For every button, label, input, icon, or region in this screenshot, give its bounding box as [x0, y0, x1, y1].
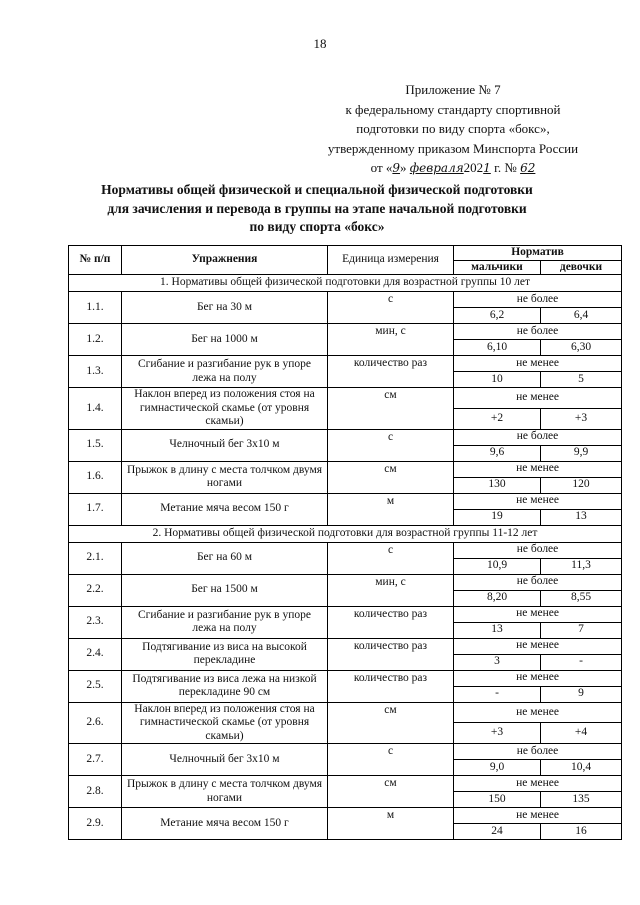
- section-row: [69, 525, 622, 542]
- date-year-digit: 1: [483, 161, 491, 175]
- girls-value: +4: [541, 723, 622, 744]
- appendix-line-4: утвержденному приказом Минспорта России: [327, 140, 579, 156]
- girls-value: 135: [541, 792, 622, 808]
- unit-of-measure: м: [328, 808, 454, 840]
- table-row: [69, 808, 622, 824]
- boys-value: 6,2: [454, 308, 541, 324]
- boys-value: +2: [454, 408, 541, 429]
- unit-of-measure: см: [328, 702, 454, 744]
- row-number: 1.1.: [69, 292, 122, 324]
- unit-of-measure: количество раз: [328, 638, 454, 670]
- boys-value: 130: [454, 477, 541, 493]
- row-number: 2.6.: [69, 702, 122, 744]
- girls-value: 13: [541, 509, 622, 525]
- boys-value: 13: [454, 622, 541, 638]
- norm-condition: не менее: [454, 356, 622, 372]
- appendix-line-3: подготовки по виду спорта «бокс»,: [356, 121, 550, 136]
- appendix-title: Приложение № 7: [405, 82, 501, 97]
- header-norm: Норматив: [454, 246, 622, 261]
- table-row: [69, 429, 622, 445]
- date-day: 9: [392, 161, 401, 175]
- girls-value: 8,55: [541, 590, 622, 606]
- unit-of-measure: см: [328, 461, 454, 493]
- exercise-name: Бег на 1000 м: [122, 324, 328, 356]
- order-number: 62: [520, 161, 536, 175]
- row-number: 1.4.: [69, 388, 122, 430]
- boys-value: 24: [454, 824, 541, 840]
- order-number-prefix: г. №: [494, 160, 517, 175]
- title-line-2: для зачисления и перевода в группы на этапе начальной подготовки: [107, 200, 527, 216]
- norm-condition: не менее: [454, 702, 622, 723]
- boys-value: 150: [454, 792, 541, 808]
- row-number: 2.8.: [69, 776, 122, 808]
- exercise-name: Наклон вперед из положения стоя на гимнастической скамье (от уровня скамьи): [122, 702, 328, 744]
- norm-condition: не менее: [454, 388, 622, 409]
- exercise-name: Челночный бег 3х10 м: [122, 744, 328, 776]
- norm-condition: не менее: [454, 670, 622, 686]
- table-row: [69, 702, 622, 723]
- boys-value: 10,9: [454, 558, 541, 574]
- page-number: 18: [313, 36, 327, 51]
- date-separator: »: [400, 160, 407, 175]
- boys-value: 6,10: [454, 340, 541, 356]
- boys-value: 9,6: [454, 445, 541, 461]
- table-row: [69, 670, 622, 686]
- exercise-name: Прыжок в длину с места толчком двумя ногами: [122, 776, 328, 808]
- exercise-name: Челночный бег 3х10 м: [122, 429, 328, 461]
- row-number: 2.4.: [69, 638, 122, 670]
- girls-value: 7: [541, 622, 622, 638]
- exercise-name: Метание мяча весом 150 г: [122, 493, 328, 525]
- table-row: [69, 606, 622, 622]
- section-title: 2. Нормативы общей физической подготовки для возрастной группы 11-12 лет: [69, 525, 622, 542]
- boys-value: 3: [454, 654, 541, 670]
- norm-condition: не более: [454, 574, 622, 590]
- exercise-name: Подтягивание из виса на высокой перекладине: [122, 638, 328, 670]
- row-number: 1.3.: [69, 356, 122, 388]
- norm-condition: не менее: [454, 606, 622, 622]
- table-row: [69, 461, 622, 477]
- date-prefix: от «: [370, 160, 393, 175]
- row-number: 1.7.: [69, 493, 122, 525]
- unit-of-measure: с: [328, 744, 454, 776]
- boys-value: +3: [454, 723, 541, 744]
- norm-condition: не менее: [454, 461, 622, 477]
- header-num: № п/п: [69, 246, 122, 275]
- row-number: 2.3.: [69, 606, 122, 638]
- title-line-3: по виду спорта «бокс»: [249, 219, 385, 234]
- row-number: 2.5.: [69, 670, 122, 702]
- exercise-name: Бег на 30 м: [122, 292, 328, 324]
- document-title: [92, 181, 542, 237]
- unit-of-measure: м: [328, 493, 454, 525]
- girls-value: 6,4: [541, 308, 622, 324]
- girls-value: -: [541, 654, 622, 670]
- table-row: [69, 638, 622, 654]
- table-row: [69, 542, 622, 558]
- unit-of-measure: мин, с: [328, 324, 454, 356]
- norm-condition: не более: [454, 429, 622, 445]
- appendix-header: [288, 80, 618, 179]
- girls-value: 6,30: [541, 340, 622, 356]
- girls-value: +3: [541, 408, 622, 429]
- row-number: 2.2.: [69, 574, 122, 606]
- table-row: [69, 574, 622, 590]
- norm-condition: не менее: [454, 638, 622, 654]
- norm-condition: не более: [454, 542, 622, 558]
- boys-value: 9,0: [454, 760, 541, 776]
- exercise-name: Бег на 1500 м: [122, 574, 328, 606]
- norm-condition: не более: [454, 324, 622, 340]
- exercise-name: Сгибание и разгибание рук в упоре лежа на полу: [122, 606, 328, 638]
- header-girls: девочки: [541, 260, 622, 275]
- girls-value: 10,4: [541, 760, 622, 776]
- unit-of-measure: количество раз: [328, 606, 454, 638]
- unit-of-measure: мин, с: [328, 574, 454, 606]
- norm-condition: не более: [454, 744, 622, 760]
- girls-value: 16: [541, 824, 622, 840]
- unit-of-measure: с: [328, 292, 454, 324]
- unit-of-measure: см: [328, 388, 454, 430]
- unit-of-measure: с: [328, 542, 454, 574]
- table-row: [69, 292, 622, 308]
- section-title: 1. Нормативы общей физической подготовки для возрастной группы 10 лет: [69, 275, 622, 292]
- title-line-1: Нормативы общей физической и специальной физической подготовки: [101, 182, 533, 197]
- norm-condition: не более: [454, 292, 622, 308]
- table-row: [69, 744, 622, 760]
- table-row: [69, 776, 622, 792]
- girls-value: 120: [541, 477, 622, 493]
- boys-value: 19: [454, 509, 541, 525]
- table-row: [69, 356, 622, 372]
- header-boys: мальчики: [454, 260, 541, 275]
- table-row: [69, 493, 622, 509]
- exercise-name: Прыжок в длину с места толчком двумя ногами: [122, 461, 328, 493]
- norm-condition: не менее: [454, 493, 622, 509]
- unit-of-measure: см: [328, 776, 454, 808]
- date-month: февраля: [409, 161, 464, 175]
- appendix-line-2: к федеральному стандарту спортивной: [345, 101, 561, 117]
- boys-value: -: [454, 686, 541, 702]
- row-number: 1.6.: [69, 461, 122, 493]
- table-row: [69, 324, 622, 340]
- row-number: 2.1.: [69, 542, 122, 574]
- header-unit: Единица измерения: [328, 246, 454, 275]
- girls-value: 5: [541, 372, 622, 388]
- norm-condition: не менее: [454, 776, 622, 792]
- appendix-date-line: [288, 158, 618, 179]
- header-exercise: Упражнения: [122, 246, 328, 275]
- boys-value: 10: [454, 372, 541, 388]
- exercise-name: Бег на 60 м: [122, 542, 328, 574]
- norm-condition: не менее: [454, 808, 622, 824]
- unit-of-measure: количество раз: [328, 356, 454, 388]
- girls-value: 9,9: [541, 445, 622, 461]
- boys-value: 8,20: [454, 590, 541, 606]
- exercise-name: Сгибание и разгибание рук в упоре лежа на полу: [122, 356, 328, 388]
- exercise-name: Подтягивание из виса лежа на низкой перекладине 90 см: [122, 670, 328, 702]
- exercise-name: Метание мяча весом 150 г: [122, 808, 328, 840]
- girls-value: 11,3: [541, 558, 622, 574]
- row-number: 2.7.: [69, 744, 122, 776]
- row-number: 2.9.: [69, 808, 122, 840]
- row-number: 1.5.: [69, 429, 122, 461]
- exercise-name: Наклон вперед из положения стоя на гимнастической скамье (от уровня скамьи): [122, 388, 328, 430]
- unit-of-measure: с: [328, 429, 454, 461]
- date-year-prefix: 202: [463, 160, 484, 175]
- table-row: [69, 388, 622, 409]
- section-row: [69, 275, 622, 292]
- girls-value: 9: [541, 686, 622, 702]
- norms-table: [68, 245, 622, 840]
- row-number: 1.2.: [69, 324, 122, 356]
- unit-of-measure: количество раз: [328, 670, 454, 702]
